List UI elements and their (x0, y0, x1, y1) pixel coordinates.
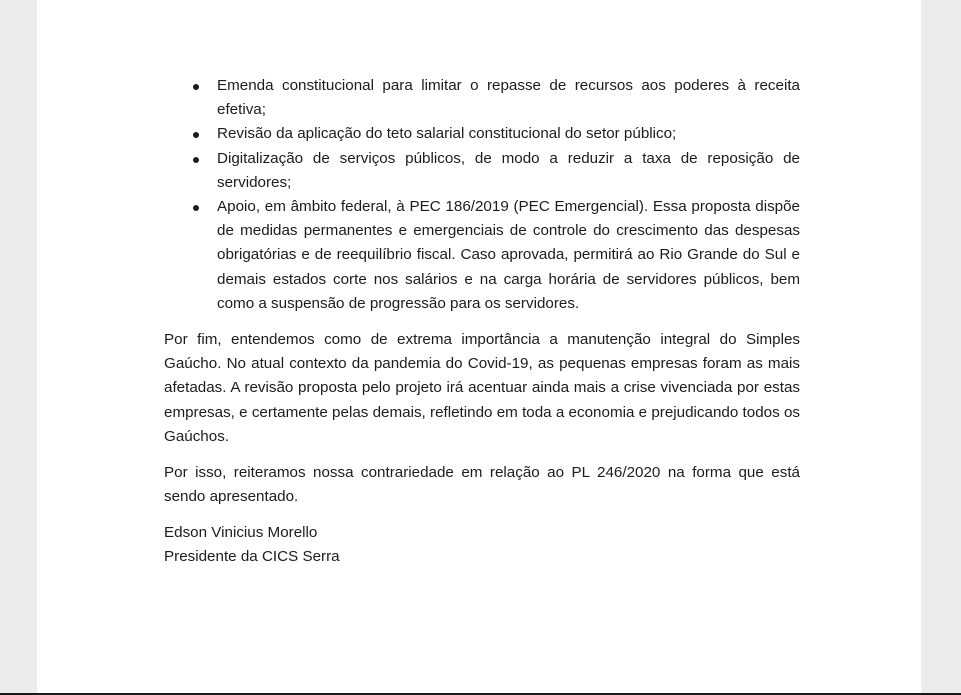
paragraph-simples-gaucho: Por fim, entendemos como de extrema importância a manutenção integral do Simples Gaúcho. No atual contexto da pandemia do Covid-19, as pequenas empresas foram as mais afetadas. A revisão proposta pelo projeto irá acentuar ainda mais a crise vivenciada por estas empresas, e certamente pelas demais, refletindo em toda a economia e prejudicando todos os Gaúchos. (164, 331, 800, 445)
list-item (164, 147, 800, 195)
list-item-text: Apoio, em âmbito federal, à PEC 186/2019 (PEC Emergencial). Essa proposta dispõe de medidas permanentes e emergenciais de controle do crescimento das despesas obrigatórias e de reequilíbrio fiscal. Caso aprovada, permitirá ao Rio Grande do Sul e demais estados corte nos salários e na carga horária de servidores públicos, bem como a suspensão de progressão para os servidores. (217, 198, 800, 312)
bullet-icon (193, 84, 199, 90)
letter-content (164, 74, 800, 569)
bullet-icon (193, 205, 199, 211)
document-page[interactable] (37, 0, 921, 693)
list-item-text: Digitalização de serviços públicos, de modo a reduzir a taxa de reposição de servidores; (217, 149, 800, 191)
list-item (164, 195, 800, 316)
bullet-icon (193, 157, 199, 163)
paragraph-conclusion: Por isso, reiteramos nossa contrariedade em relação ao PL 246/2020 na forma que está sendo apresentado. (164, 464, 800, 506)
proposal-list (164, 74, 800, 316)
signatory-role: Presidente da CICS Serra (164, 548, 340, 566)
list-item (164, 122, 800, 146)
list-item (164, 74, 800, 122)
list-item-text: Emenda constitucional para limitar o repasse de recursos aos poderes à receita efetiva; (217, 77, 800, 119)
bullet-icon (193, 132, 199, 138)
list-item-text: Revisão da aplicação do teto salarial constitucional do setor público; (217, 125, 677, 143)
signature-block (164, 521, 800, 569)
signatory-name: Edson Vinicius Morello (164, 524, 318, 542)
